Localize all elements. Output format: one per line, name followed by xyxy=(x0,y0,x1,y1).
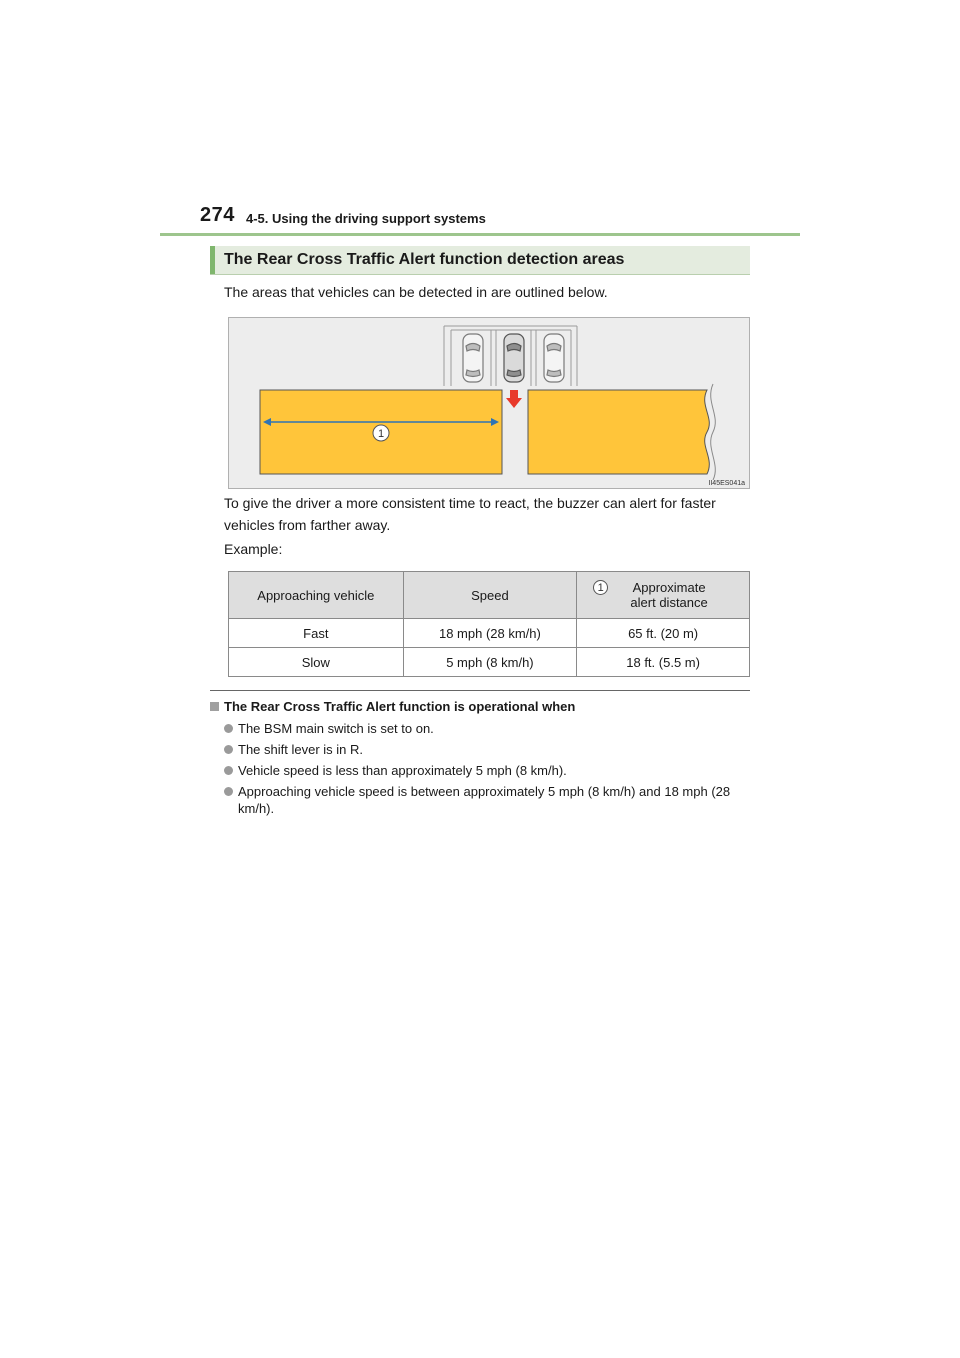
figure-code: II45ES041a xyxy=(708,480,745,487)
bullet-icon xyxy=(224,745,233,754)
cell-distance: 18 ft. (5.5 m) xyxy=(577,648,750,677)
cell-vehicle: Slow xyxy=(229,648,404,677)
bullet-icon xyxy=(224,766,233,775)
detection-area-illustration xyxy=(229,318,749,488)
cell-speed: 18 mph (28 km/h) xyxy=(403,619,577,648)
list-item xyxy=(224,741,752,758)
detection-area-figure xyxy=(228,317,750,489)
list-item xyxy=(224,720,752,737)
reversing-vehicle-icon xyxy=(504,334,524,382)
list-item-text: The BSM main switch is set to on. xyxy=(238,721,434,736)
table-header-row xyxy=(229,572,750,619)
list-item-text: Vehicle speed is less than approximately 5 mph (8 km/h). xyxy=(238,763,567,778)
list-item xyxy=(224,783,752,817)
bullet-icon xyxy=(224,787,233,796)
cell-distance: 65 ft. (20 m) xyxy=(577,619,750,648)
callout-number: 1 xyxy=(377,428,385,440)
parked-car-icon xyxy=(544,334,564,382)
square-bullet-icon xyxy=(210,702,219,711)
page-number: 274 xyxy=(200,204,235,226)
col-header-vehicle: Approaching vehicle xyxy=(229,572,404,619)
table-row xyxy=(229,619,750,648)
table-row xyxy=(229,648,750,677)
list-item-text: Approaching vehicle speed is between approximately 5 mph (8 km/h) and 18 mph (28 km/h). xyxy=(238,784,731,816)
body-paragraph: To give the driver a more consistent time to react, the buzzer can alert for faster vehicles from farther away. xyxy=(224,495,716,533)
right-detection-zone xyxy=(528,390,709,474)
example-label: Example: xyxy=(224,541,283,557)
section-heading xyxy=(210,246,750,274)
col-header-distance-label: Approximate alert distance xyxy=(630,580,708,610)
heading-underline xyxy=(210,274,750,275)
reverse-direction-arrow-icon xyxy=(506,390,522,408)
section-path: 4-5. Using the driving support systems xyxy=(246,211,486,226)
section-heading-text: The Rear Cross Traffic Alert function detection areas xyxy=(224,251,625,268)
bullet-icon xyxy=(224,724,233,733)
zone-edge-wave xyxy=(711,384,716,480)
cell-vehicle: Fast xyxy=(229,619,404,648)
intro-text: The areas that vehicles can be detected in are outlined below. xyxy=(224,284,608,300)
list-item-text: The shift lever is in R. xyxy=(238,742,363,757)
distance-callout-badge: 1 xyxy=(593,580,608,595)
cell-speed: 5 mph (8 km/h) xyxy=(403,648,577,677)
alert-distance-table xyxy=(228,571,750,677)
parked-car-icon xyxy=(463,334,483,382)
list-item xyxy=(224,762,752,779)
col-header-distance xyxy=(577,572,750,619)
note-title xyxy=(210,699,575,714)
col-header-speed: Speed xyxy=(403,572,577,619)
header-rule xyxy=(160,233,800,236)
note-title-text: The Rear Cross Traffic Alert function is operational when xyxy=(224,699,576,714)
section-divider xyxy=(210,690,750,691)
